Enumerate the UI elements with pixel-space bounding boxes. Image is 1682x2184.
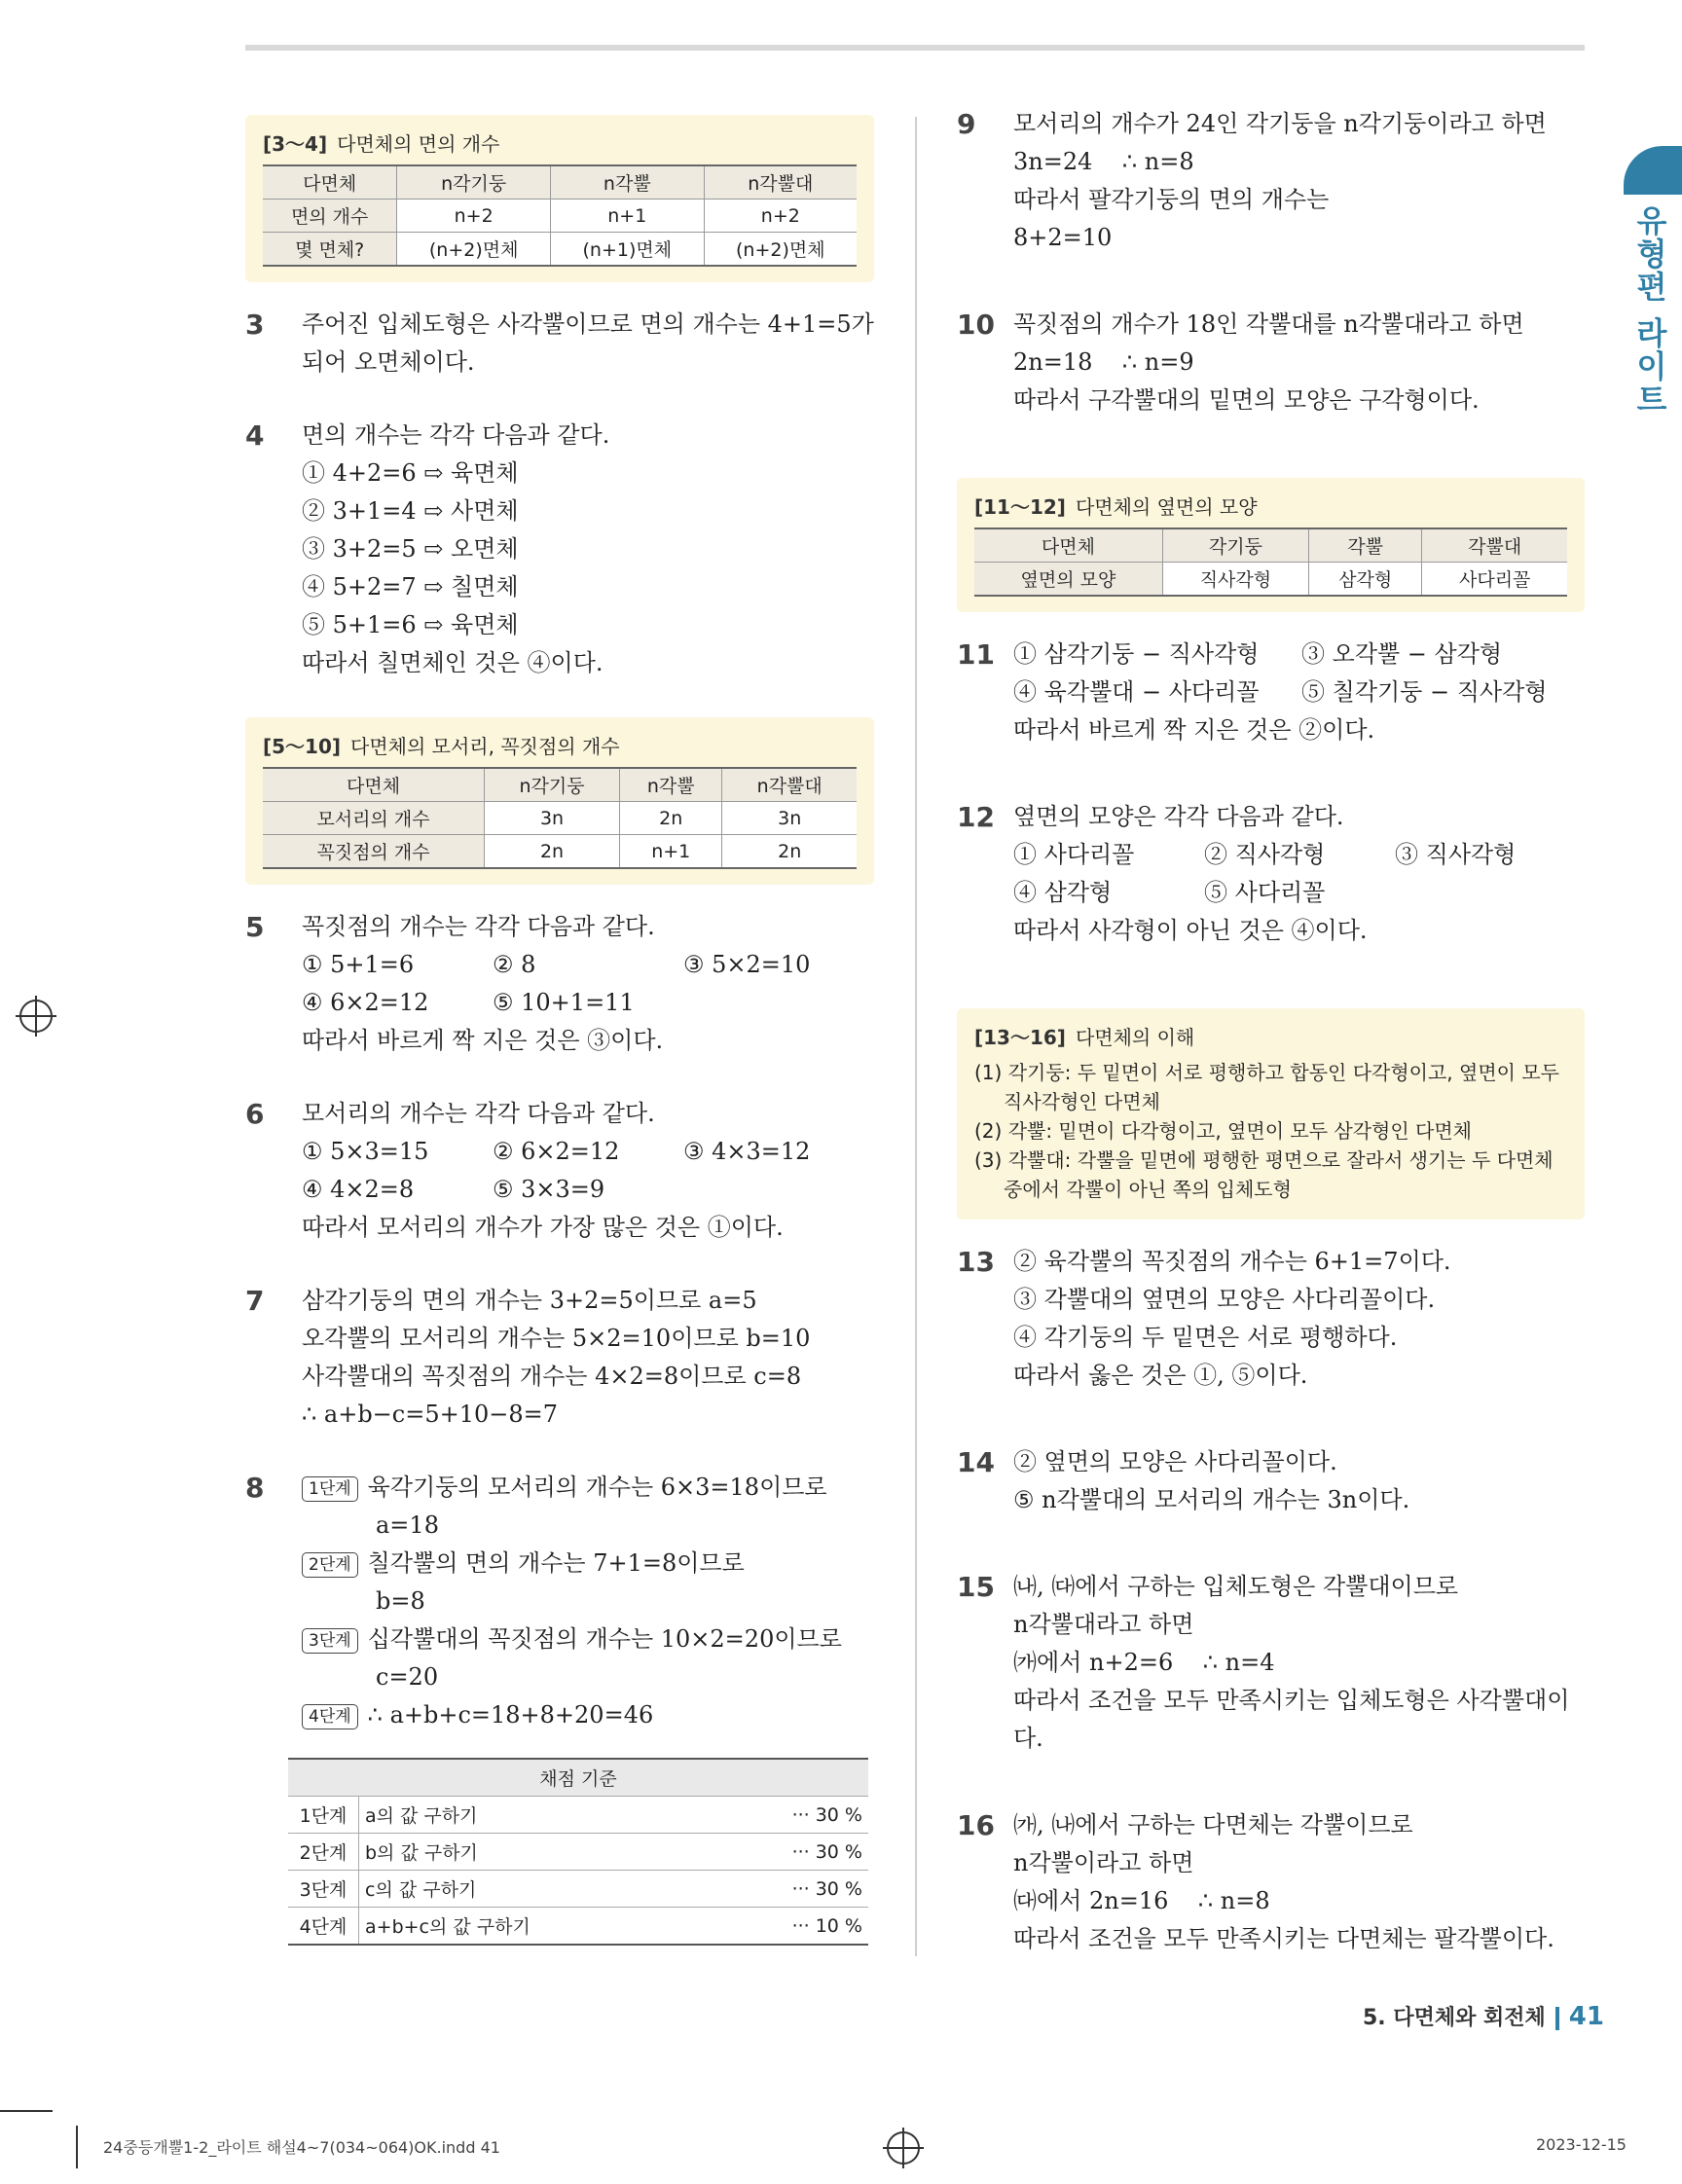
choice: ⑤ 칠각기둥 − 직사각형 [1301,678,1548,706]
line: 주어진 입체도형은 사각뿔이므로 면의 개수는 4+1=5가 [302,310,874,338]
left-column [245,115,874,1946]
table-cell: a의 값 구하기 [359,1797,760,1834]
registration-mark-icon [19,1000,53,1033]
table-cell: n각뿔대 [704,165,857,200]
table-cell: 2n [722,835,857,869]
summary-table [263,164,857,267]
line: 3n=24 ∴ n=8 [1013,148,1194,175]
step-result: b=8 [376,1587,425,1615]
choice: ⑤ 사다리꼴 [1204,879,1326,906]
table-cell: 각뿔대 [1422,528,1567,563]
step-text: 육각기둥의 모서리의 개수는 6×3=18이므로 [367,1474,827,1501]
table-cell: ··· 30 % [759,1871,868,1908]
choice: ⑤ 10+1=11 [493,989,635,1016]
table-cell: 몇 면체? [263,233,397,267]
line: 따라서 옳은 것은 ①, ⑤이다. [1013,1362,1308,1389]
line: 따라서 칠면체인 것은 ④이다. [302,649,603,676]
table-cell: n+1 [550,200,704,233]
line: 따라서 조건을 모두 만족시키는 입체도형은 사각뿔대이다. [1013,1687,1570,1752]
choice: ③ 오각뿔 − 삼각형 [1301,640,1503,668]
line: ㈎, ㈏에서 구하는 다면체는 각뿔이므로 [1013,1811,1413,1838]
choice: ④ 육각뿔대 − 사다리꼴 [1013,678,1260,706]
problem-15 [957,1568,1585,1758]
table-cell: (n+2)면체 [397,233,551,267]
line: ④ 각기둥의 두 밑면은 서로 평행하다. [1013,1324,1398,1351]
registration-mark-icon [887,2131,920,2165]
line: 모서리의 개수가 24인 각기둥을 n각기둥이라고 하면 [1013,110,1547,137]
side-tab [1624,146,1668,419]
choices-row [302,1133,874,1171]
table-cell: 삼각형 [1308,563,1422,597]
choices-row [1013,874,1585,912]
table-cell: 2n [485,835,620,869]
problem-number: 5 [245,911,265,943]
choices-row [1013,836,1585,874]
problem-6 [245,1095,874,1247]
step-badge: 4단계 [302,1704,358,1729]
choice: ⑤ 3×3=9 [493,1176,605,1203]
line: ② 3+1=4 ⇨ 사면체 [302,497,519,525]
problem-number: 9 [957,108,976,140]
right-column [957,105,1585,1982]
choices-row [302,1171,874,1209]
problem-number: 14 [957,1446,995,1478]
table-cell: 사다리꼴 [1422,563,1567,597]
line: 따라서 바르게 짝 지은 것은 ③이다. [302,1027,664,1054]
line: ∴ a+b−c=5+10−8=7 [302,1401,559,1428]
line: ③ 3+2=5 ⇨ 오면체 [302,535,519,563]
step-result: a=18 [376,1511,439,1539]
slug-date: 2023-12-15 [1536,2135,1627,2154]
step-badge: 2단계 [302,1552,358,1578]
problem-5 [245,908,874,1060]
choice: ① 5+1=6 [302,951,415,978]
line: ㈏, ㈐에서 구하는 입체도형은 각뿔대이므로 [1013,1573,1459,1600]
choice: ③ 직사각형 [1395,841,1517,868]
table-cell: n+2 [704,200,857,233]
problem-number: 13 [957,1246,995,1278]
choice: ③ 5×2=10 [683,951,811,978]
problem-11 [957,636,1585,749]
problem-12 [957,798,1585,950]
step-text: 십각뿔대의 꼭짓점의 개수는 10×2=20이므로 [367,1625,842,1653]
choice: ① 5×3=15 [302,1138,429,1165]
box-title-text: 다면체의 모서리, 꼭짓점의 개수 [350,735,620,758]
problem-4 [245,417,874,682]
table-cell: b의 값 구하기 [359,1834,760,1871]
table-cell: ··· 10 % [759,1908,868,1946]
box-title [974,1022,1567,1050]
step-line [302,1620,874,1658]
summary-table [263,767,857,869]
table-cell: 1단계 [288,1797,359,1834]
line: 삼각기둥의 면의 개수는 3+2=5이므로 a=5 [302,1287,757,1314]
problem-3 [245,306,874,382]
choice: ② 6×2=12 [493,1138,620,1165]
problem-7 [245,1282,874,1434]
problem-number: 4 [245,419,265,452]
problem-16 [957,1806,1585,1958]
line: ③ 각뿔대의 옆면의 모양은 사다리꼴이다. [1013,1286,1436,1313]
choice: ① 삼각기둥 − 직사각형 [1013,640,1260,668]
problem-10 [957,306,1585,419]
box-tag: [3～4] [263,132,328,156]
step-badge: 3단계 [302,1628,358,1654]
line: 꼭짓점의 개수는 각각 다음과 같다. [302,913,655,940]
choice: ③ 4×3=12 [683,1138,811,1165]
table-cell: 3단계 [288,1871,359,1908]
table-cell: 꼭짓점의 개수 [263,835,485,869]
problem-number: 11 [957,638,995,671]
table-cell: ··· 30 % [759,1834,868,1871]
table-cell: n각기둥 [485,768,620,802]
line: 2n=18 ∴ n=9 [1013,348,1194,376]
box-tag: [13～16] [974,1026,1066,1049]
line: 모서리의 개수는 각각 다음과 같다. [302,1100,655,1127]
line: 따라서 조건을 모두 만족시키는 다면체는 팔각뿔이다. [1013,1925,1554,1952]
line: n각뿔대라고 하면 [1013,1611,1194,1638]
problem-number: 12 [957,801,995,833]
summary-table [974,528,1567,597]
choices-row [302,984,874,1022]
side-tab-cap [1624,146,1682,195]
table-cell: 각뿔 [1308,528,1422,563]
definition-item: (3) 각뿔대: 각뿔을 밑면에 평행한 평면으로 잘라서 생기는 두 다면체 중에서 각뿔이 아닌 쪽의 입체도형 [974,1148,1554,1201]
definition-item: (1) 각기둥: 두 밑면이 서로 평행하고 합동인 다각형이고, 옆면이 모두 직사각형인 다면체 [974,1061,1559,1113]
table-cell: 4단계 [288,1908,359,1946]
box-title [263,731,857,759]
line: ⑤ 5+1=6 ⇨ 육면체 [302,611,519,638]
choice: ① 사다리꼴 [1013,841,1135,868]
top-rule [245,45,1585,51]
table-cell: 직사각형 [1162,563,1308,597]
line: 꼭짓점의 개수가 18인 각뿔대를 n각뿔대라고 하면 [1013,310,1524,338]
table-cell: 다면체 [263,165,397,200]
line: ② 육각뿔의 꼭짓점의 개수는 6+1=7이다. [1013,1248,1451,1275]
table-cell: a+b+c의 값 구하기 [359,1908,760,1946]
step-result: c=20 [376,1663,439,1691]
summary-box-13-16 [957,1008,1585,1219]
choice: ④ 6×2=12 [302,989,429,1016]
line: 되어 오면체이다. [302,348,475,376]
table-cell: n+1 [620,835,722,869]
grading-table [288,1758,868,1946]
step-line [302,1545,874,1583]
table-cell: 3n [722,802,857,835]
definitions-list [974,1058,1567,1204]
line: ㈎에서 n+2=6 ∴ n=4 [1013,1649,1275,1676]
box-title-text: 다면체의 이해 [1075,1026,1195,1049]
problem-number: 16 [957,1809,995,1841]
line: 따라서 팔각기둥의 면의 개수는 [1013,186,1330,213]
table-cell: n각뿔 [620,768,722,802]
table-cell: ··· 30 % [759,1797,868,1834]
footer-separator [1555,2007,1559,2030]
choice: ④ 삼각형 [1013,879,1113,906]
problem-number: 15 [957,1571,995,1603]
column-divider [915,117,917,1956]
line: 면의 개수는 각각 다음과 같다. [302,421,610,449]
line: ② 옆면의 모양은 사다리꼴이다. [1013,1448,1337,1475]
problem-number: 10 [957,309,995,341]
chapter-title: 5. 다면체와 회전체 [1363,2006,1546,2030]
box-title [974,491,1567,520]
choices-row [1013,673,1585,711]
box-tag: [11～12] [974,495,1066,519]
box-title-text: 다면체의 면의 개수 [337,132,500,156]
table-cell: 3n [485,802,620,835]
table-cell: n각뿔대 [722,768,857,802]
line: 따라서 모서리의 개수가 가장 많은 것은 ①이다. [302,1214,784,1241]
line: ㈐에서 2n=16 ∴ n=8 [1013,1887,1270,1914]
step-badge: 1단계 [302,1476,358,1502]
side-tab-label: 유형편 라이트 [1631,204,1668,417]
table-cell: 2단계 [288,1834,359,1871]
problem-number: 3 [245,309,265,341]
table-cell: c의 값 구하기 [359,1871,760,1908]
line: 오각뿔의 모서리의 개수는 5×2=10이므로 b=10 [302,1325,811,1352]
table-cell: 2n [620,802,722,835]
choice: ② 8 [493,951,536,978]
choice: ② 직사각형 [1204,841,1326,868]
line: 따라서 사각형이 아닌 것은 ④이다. [1013,917,1368,944]
table-cell: n각기둥 [397,165,551,200]
choices-row [302,946,874,984]
box-tag: [5～10] [263,735,342,758]
step-text: 칠각뿔의 면의 개수는 7+1=8이므로 [367,1549,745,1577]
table-cell: 다면체 [263,768,485,802]
problem-number: 7 [245,1285,265,1317]
table-cell: 옆면의 모양 [974,563,1162,597]
problem-number: 8 [245,1472,265,1504]
line: 8+2=10 [1013,224,1113,251]
table-cell: 다면체 [974,528,1162,563]
grading-title: 채점 기준 [288,1759,868,1797]
problem-13 [957,1243,1585,1395]
table-cell: (n+2)면체 [704,233,857,267]
line: 따라서 구각뿔대의 밑면의 모양은 구각형이다. [1013,386,1480,414]
table-cell: n+2 [397,200,551,233]
definition-item: (2) 각뿔: 밑면이 다각형이고, 옆면이 모두 삼각형인 다면체 [974,1119,1472,1143]
problem-14 [957,1443,1585,1519]
crop-mark [76,2126,78,2168]
line: 사각뿔대의 꼭짓점의 개수는 4×2=8이므로 c=8 [302,1363,802,1390]
summary-box-5-10 [245,717,874,885]
slug-file-info: 24중등개뿔1-2_라이트 해설4~7(034~064)OK.indd 41 [103,2138,500,2157]
table-cell: 모서리의 개수 [263,802,485,835]
line: ⑤ n각뿔대의 모서리의 개수는 3n이다. [1013,1486,1410,1513]
step-text: ∴ a+b+c=18+8+20=46 [367,1701,654,1729]
line: ① 4+2=6 ⇨ 육면체 [302,459,519,487]
problem-9 [957,105,1585,257]
summary-box-11-12 [957,478,1585,612]
line: 옆면의 모양은 각각 다음과 같다. [1013,803,1344,830]
choice: ④ 4×2=8 [302,1176,415,1203]
table-cell: 면의 개수 [263,200,397,233]
line: ④ 5+2=7 ⇨ 칠면체 [302,573,519,601]
line: n각뿔이라고 하면 [1013,1849,1194,1876]
choices-row [1013,636,1585,673]
step-line [302,1696,874,1734]
table-cell: 각기둥 [1162,528,1308,563]
line: 따라서 바르게 짝 지은 것은 ②이다. [1013,716,1375,744]
table-cell: (n+1)면체 [550,233,704,267]
problem-8 [245,1469,874,1734]
step-line [302,1469,874,1507]
box-title [263,128,857,157]
box-title-text: 다면체의 옆면의 모양 [1075,495,1258,519]
problem-number: 6 [245,1098,265,1130]
page-number: 41 [1568,2002,1604,2031]
page-footer [1363,2001,1604,2031]
crop-mark [0,2110,53,2112]
table-cell: n각뿔 [550,165,704,200]
summary-box-3-4 [245,115,874,282]
